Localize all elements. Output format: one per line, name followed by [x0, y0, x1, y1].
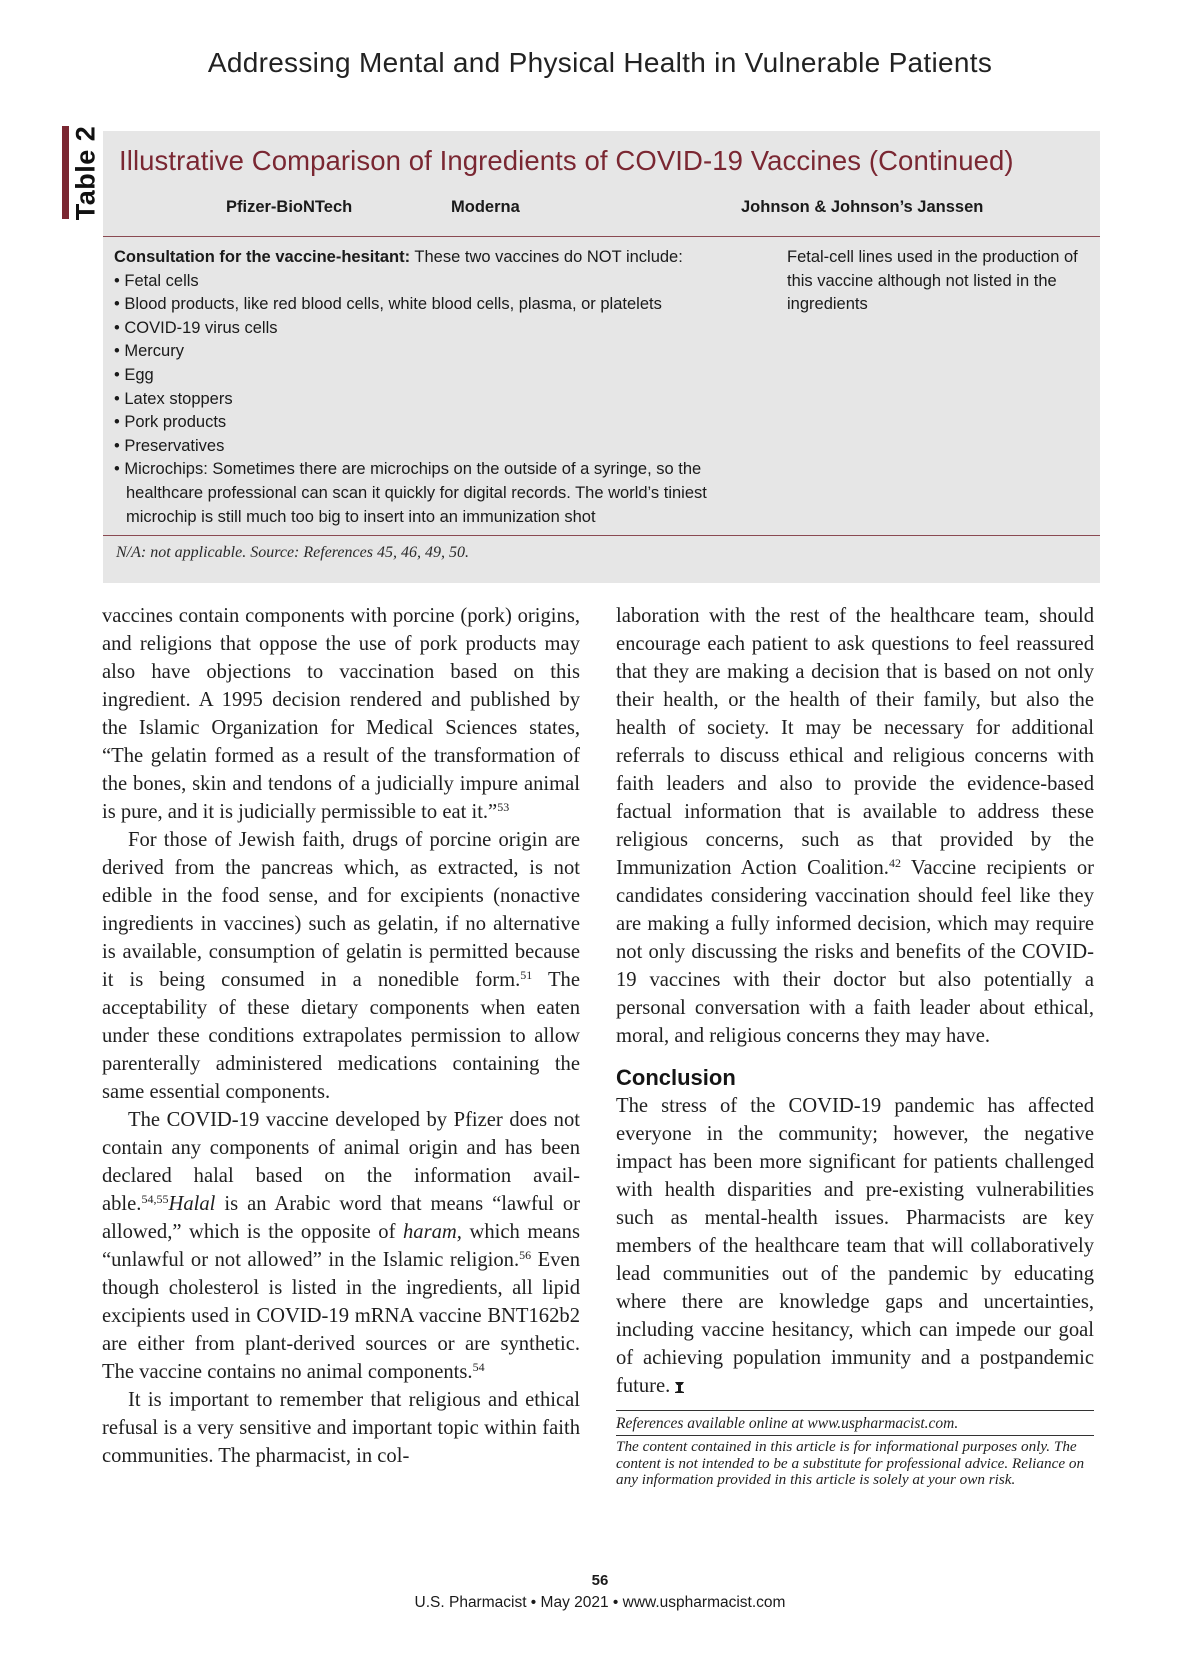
list-item: • Microchips: Sometimes there are microchips on the outside of a syringe, so the healthcare professional can scan it quickly for digital records. The world’s tiniest microchip is still much too big to insert into an immunization shot	[114, 458, 754, 529]
mrna-vaccines-cell	[114, 246, 754, 529]
list-item: • COVID-19 virus cells	[114, 317, 754, 341]
references-note: References available online at www.uspharmacist.com.	[616, 1415, 959, 1432]
paragraph: It is important to remember that religious and ethical refusal is a very sensitive and important topic within faith communities. The pharmacist, in col-	[102, 1389, 580, 1467]
citation: 54,55	[141, 1192, 169, 1206]
paragraph	[102, 826, 580, 1106]
column-header-moderna: Moderna	[451, 198, 520, 216]
column-header-pfizer: Pfizer-BioNTech	[226, 198, 353, 216]
table-header-rule	[103, 236, 1100, 237]
citation: 54	[472, 1360, 485, 1374]
list-item: • Egg	[114, 364, 754, 388]
paragraph-text: laboration with the rest of the healthcare team, should encourage each patient to ask questions to feel reassured that they are making a decision that is based on not only their health, or the health of their family, but also the health of society. It may be necessary for additional referrals to discuss ethical and religious concerns with faith leaders and also to provide the evidence-based factual information that is available to address these religious concerns, such as that provided by the Immunization Action Coalition.	[616, 605, 1094, 879]
list-item: • Latex stoppers	[114, 388, 754, 412]
list-item: • Fetal cells	[114, 270, 754, 294]
paragraph-text: The stress of the COVID-19 pandemic has affected everyone in the community; however, the negative impact has been more significant for patients challenged with health disparities and pre-existing vulnerabilities such as mental-health issues. Pharmacists are key members of the healthcare team that will collaboratively lead communities out of the pandemic by educating where there are knowledge gaps and uncertainties, including vaccine hesitancy, which can impede our goal of achieving population immunity and a postpandemic future.	[616, 1095, 1094, 1397]
list-item: • Blood products, like red blood cells, white blood cells, plasma, or platelets	[114, 293, 754, 317]
cell-lead-text: These two vaccines do NOT include:	[410, 248, 683, 266]
ingredients-table	[103, 131, 1100, 583]
table-tab	[62, 126, 103, 219]
list-item: • Preservatives	[114, 435, 754, 459]
term-haram: haram,	[402, 1221, 462, 1243]
paragraph	[102, 1106, 580, 1386]
list-item: • Pork products	[114, 411, 754, 435]
paragraph-text: For those of Jewish faith, drugs of porcine origin are derived from the pancreas which, as extracted, is not edible in the food sense, and for excipients (nonactive ingredients in vaccines) such as gelatin, if no alternative is available, consumption of gelatin is permitted because it is being consumed in a nonedible form.	[102, 829, 580, 991]
citation: 53	[497, 800, 510, 814]
running-title: Addressing Mental and Physical Health in Vulnerable Patients	[207, 47, 993, 78]
end-of-article-icon	[674, 1381, 685, 1393]
paragraph	[616, 602, 1094, 1050]
paragraph	[616, 1092, 1094, 1400]
right-column	[616, 602, 1094, 1489]
excluded-ingredients-list	[114, 270, 754, 530]
paragraph-text: is an Arabic word that means “lawful or allowed,” which is the opposite of	[102, 1193, 580, 1243]
table-footer-rule	[103, 535, 1100, 536]
paragraph	[102, 602, 580, 826]
paragraph-text: vaccines contain components with porcine (pork) origins, and religions that oppose the use of pork products may also have objections to vaccination based on this ingredient. A 1995 decision rendered and published by the Islamic Organization for Medical Sciences states, “The gelatin formed as a result of the transformation of the bones, skin and tendons of a judicially impure animal is pure, and it is judicially permissible to eat it.”	[102, 605, 580, 823]
publication-footer: U.S. Pharmacist • May 2021 • www.uspharmacist.com	[414, 1594, 786, 1611]
column-header-janssen: Johnson & Johnson’s Janssen	[741, 198, 984, 216]
term-halal: Halal	[168, 1193, 216, 1215]
citation: 42	[888, 856, 901, 870]
table-tab-label: Table 2	[70, 125, 101, 220]
disclaimer: The content contained in this article is for informational purposes only. The content is not intended to be a substitute for professional advice. Reliance on any information provided in this article is solely at your own risk.	[616, 1435, 1094, 1489]
janssen-cell: Fetal-cell lines used in the production of this vaccine although not listed in the ingredients	[787, 248, 1078, 314]
citation: 51	[520, 968, 533, 982]
table-footnote: N/A: not applicable. Source: References 45, 46, 49, 50.	[116, 544, 469, 561]
list-item: • Mercury	[114, 340, 754, 364]
paragraph-text: Vaccine recipients or candidates considering vaccination should feel like they are making a fully informed decision, which may require not only discussing the risks and benefits of the COVID-19 vaccines with their doctor but also potentially a personal conversation with a faith leader about ethical, moral, and religious concerns they may have.	[616, 857, 1095, 1047]
table-title: Illustrative Comparison of Ingredients of COVID-19 Vaccines (Continued)	[119, 145, 1014, 176]
cell-lead-label: Consultation for the vaccine-hesitant:	[114, 248, 411, 266]
citation: 56	[519, 1248, 532, 1262]
paragraph-text: The acceptability of these dietary components when eaten under these conditions extrapolates permission to allow parenterally administered medications containing the same essential components.	[102, 969, 580, 1103]
paragraph-text: Even though cholesterol is listed in the ingredients, all lipid excipients used in COVID-19 mRNA vaccine BNT162b2 are either from plant-derived sources or are synthetic. The vaccine contains no animal components.	[102, 1249, 580, 1383]
page-number: 56	[591, 1572, 609, 1589]
paragraph-text: The COVID-19 vaccine developed by Pfizer does not contain any components of animal origin and has been declared halal based on the information available.	[102, 1109, 580, 1215]
conclusion-heading: Conclusion	[616, 1065, 736, 1090]
paragraph-text: which means “unlawful or not allowed” in the Islamic religion.	[102, 1221, 580, 1271]
cell-lead	[114, 246, 754, 270]
left-column	[102, 602, 580, 1470]
